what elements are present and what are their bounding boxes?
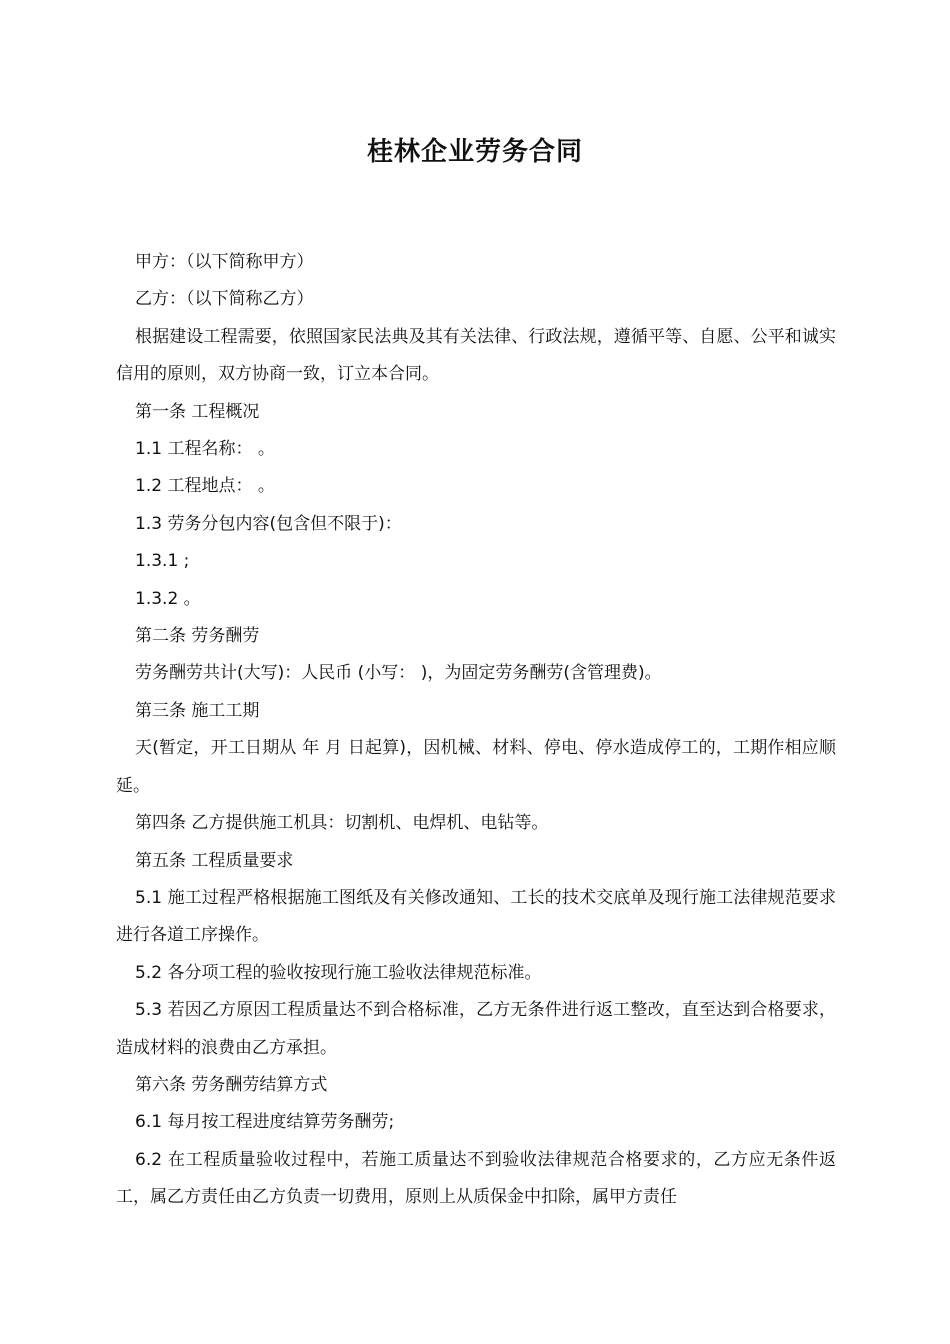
clause-5-3: 5.3 若因乙方原因工程质量达不到合格标准，乙方无条件进行返工整改，直至达到合格要求，造成材料的浪费由乙方承担。 xyxy=(116,1000,836,1058)
clause-6-1: 6.1 每月按工程进度结算劳务酬劳; xyxy=(135,1112,395,1133)
clause-5-1: 5.1 施工过程严格根据施工图纸及有关修改通知、工长的技术交底单及现行施工法律规范要求进行各道工序操作。 xyxy=(116,887,836,946)
article-5-heading: 第五条 工程质量要求 xyxy=(135,850,294,871)
clause-5-2: 5.2 各分项工程的验收按现行施工验收法律规范标准。 xyxy=(135,962,542,983)
article-3-body: 天(暂定，开工日期从 年 月 日起算)，因机械、材料、停电、停水造成停工的，工期作相应顺延。 xyxy=(116,738,836,796)
article-3-heading: 第三条 施工工期 xyxy=(135,700,260,721)
party-a-line: 甲方：（以下简称甲方） xyxy=(135,252,314,272)
preamble-paragraph: 根据建设工程需要，依照国家民法典及其有关法律、行政法规，遵循平等、自愿、公平和诚实信用的原则，双方协商一致，订立本合同。 xyxy=(116,326,836,385)
clause-6-2: 6.2 在工程质量验收过程中，若施工质量达不到验收法律规范合格要求的，乙方应无条件返工，属乙方责任由乙方负责一切费用，原则上从质保金中扣除，属甲方责任 xyxy=(116,1149,836,1208)
clause-1-2: 1.2 工程地点： 。 xyxy=(135,476,275,497)
clause-1-3: 1.3 劳务分包内容(包含但不限于)： xyxy=(135,513,402,534)
document-title: 桂林企业劳务合同 xyxy=(366,137,583,167)
article-6-heading: 第六条 劳务酬劳结算方式 xyxy=(135,1074,328,1095)
clause-1-3-2: 1.3.2 。 xyxy=(135,588,201,609)
article-2-heading: 第二条 劳务酬劳 xyxy=(135,626,260,647)
clause-1-3-1: 1.3.1 ; xyxy=(135,551,190,572)
party-b-line: 乙方：（以下简称乙方） xyxy=(135,289,314,310)
clause-1-1: 1.1 工程名称： 。 xyxy=(135,439,275,460)
document-body xyxy=(116,244,836,1217)
article-4-line: 第四条 乙方提供施工机具：切割机、电焊机、电钻等。 xyxy=(135,813,549,834)
article-1-heading: 第一条 工程概况 xyxy=(135,401,260,422)
article-2-body: 劳务酬劳共计(大写)：人民币 (小写： )，为固定劳务酬劳(含管理费)。 xyxy=(135,663,662,684)
